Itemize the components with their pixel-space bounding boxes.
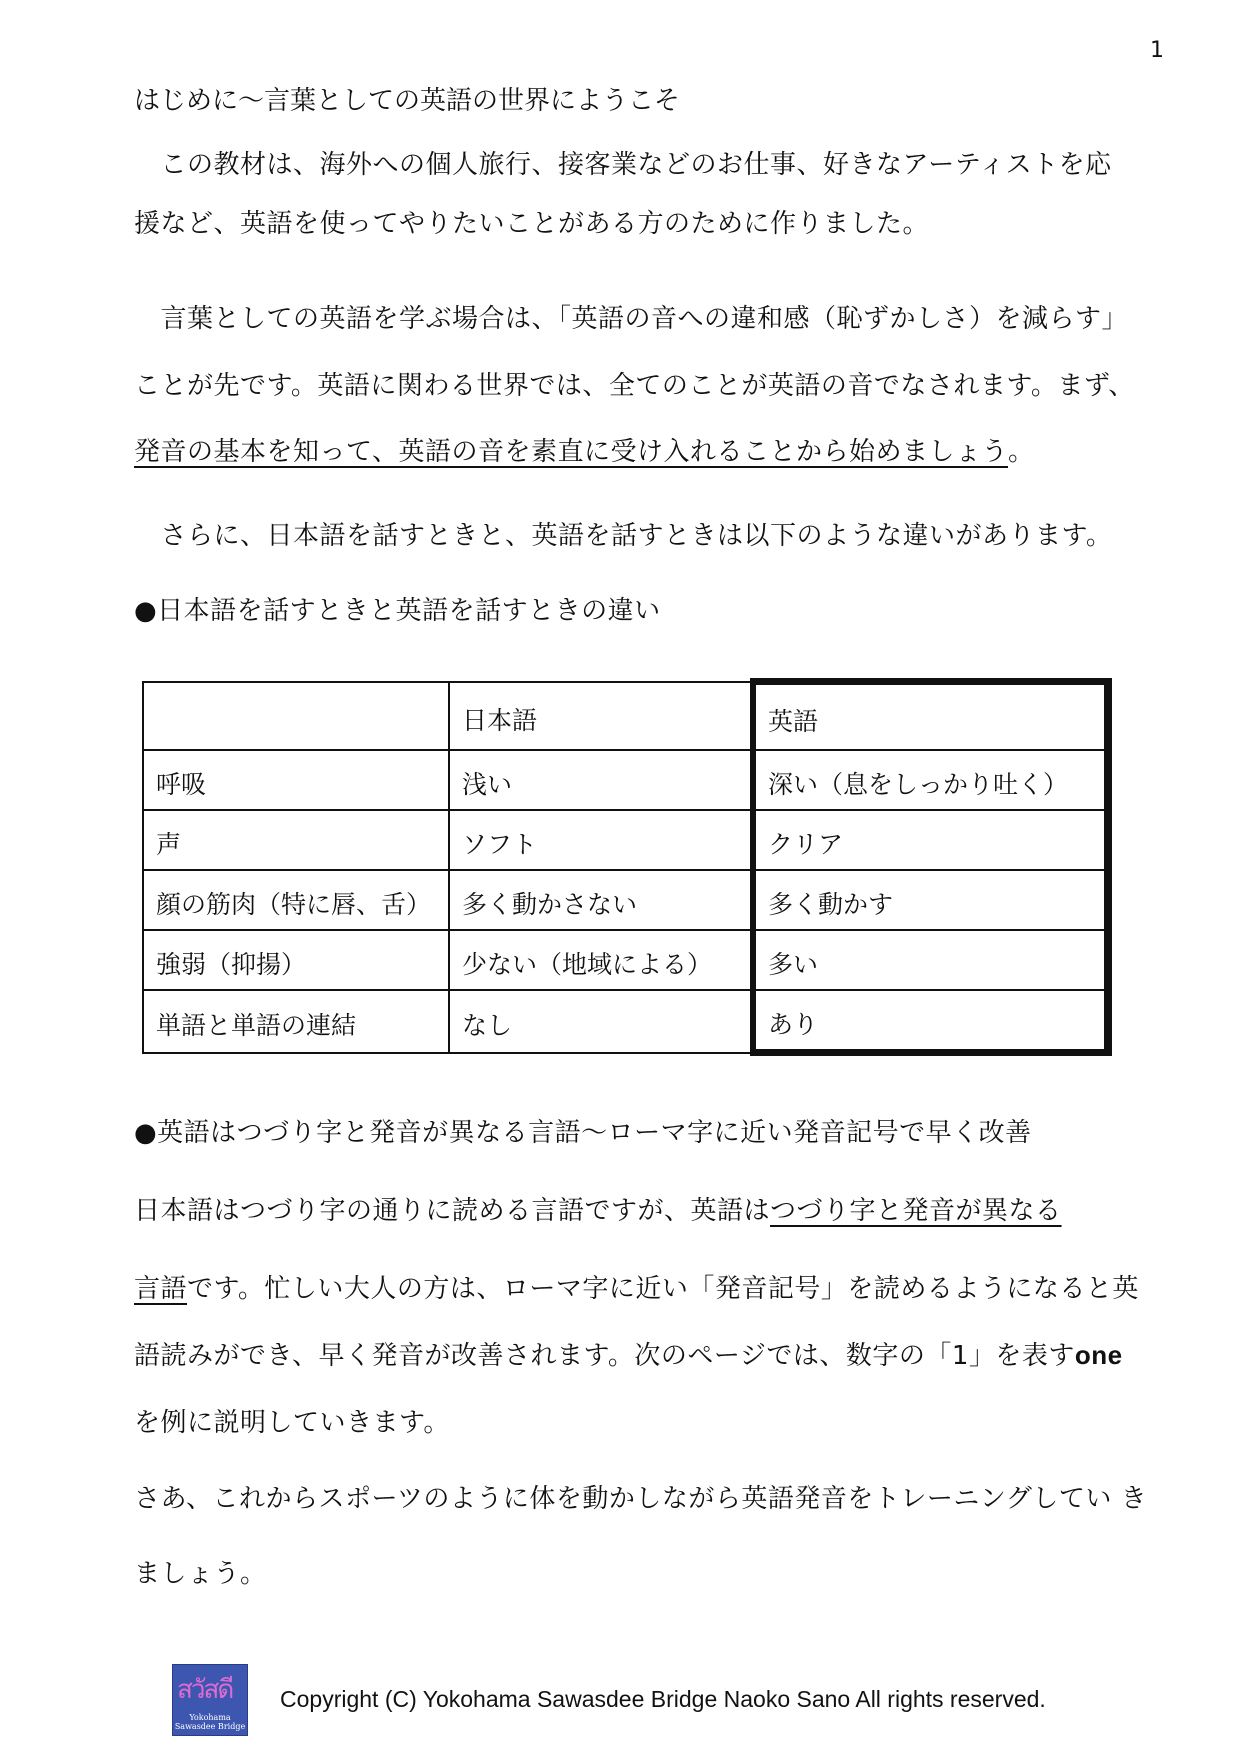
body-underlined-text-1: つづり字と発音が異なる xyxy=(770,1196,1062,1226)
table-cell: 強弱（抑揚） xyxy=(143,930,449,990)
table-cell: あり xyxy=(753,990,1108,1053)
table-cell: 少ない（地域による） xyxy=(449,930,753,990)
table-row xyxy=(143,810,1108,870)
copyright-footer: Copyright (C) Yokohama Sawasdee Bridge Naoko Sano All rights reserved. xyxy=(280,1686,1046,1712)
table-cell: ソフト xyxy=(449,810,753,870)
intro-line-4: ことが先です。英語に関わる世界では、全てのことが英語の音でなされます。まず、 xyxy=(134,371,1135,401)
comparison-table xyxy=(142,678,1112,1056)
body-line-3-text: 語読みができ、早く発音が改善されます。次のページでは、数字の「1」を表す xyxy=(134,1341,1075,1371)
table-cell: 多く動かす xyxy=(753,870,1108,930)
intro-line-6: さらに、日本語を話すときと、英語を話すときは以下のような違いがあります。 xyxy=(134,521,1113,551)
table-cell: 多い xyxy=(753,930,1108,990)
body-line-1 xyxy=(134,1190,1062,1227)
section-2-heading: ●英語はつづり字と発音が異なる言語～ローマ字に近い発音記号で早く改善 xyxy=(134,1118,1032,1148)
page-title: はじめに～言葉としての英語の世界にようこそ xyxy=(134,86,681,116)
table-cell: 浅い xyxy=(449,750,753,810)
table-row xyxy=(143,930,1108,990)
table-row xyxy=(143,750,1108,810)
company-logo xyxy=(172,1664,248,1736)
table-cell: 呼吸 xyxy=(143,750,449,810)
table-header-row xyxy=(143,682,1108,751)
body-bold-word: one xyxy=(1074,1340,1123,1370)
body-line-1-text: 日本語はつづり字の通りに読める言語ですが、英語は xyxy=(134,1196,771,1226)
table-cell: クリア xyxy=(753,810,1108,870)
logo-caption: Yokohama Sawasdee Bridge xyxy=(174,1713,246,1731)
table-cell: 単語と単語の連結 xyxy=(143,990,449,1053)
intro-line-1: この教材は、海外への個人旅行、接客業などのお仕事、好きなアーティストを応 xyxy=(134,150,1112,180)
table-header-cell: 英語 xyxy=(753,682,1108,751)
intro-underlined-text: 発音の基本を知って、英語の音を素直に受け入れることから始めましょう xyxy=(134,437,1008,467)
table-cell: 深い（息をしっかり吐く） xyxy=(753,750,1108,810)
body-line-6: ましょう。 xyxy=(134,1559,267,1589)
table-row xyxy=(143,870,1108,930)
table-cell: 声 xyxy=(143,810,449,870)
table-cell: 多く動かさない xyxy=(449,870,753,930)
table-cell: なし xyxy=(449,990,753,1053)
logo-text: สวัสดี xyxy=(177,1675,233,1705)
body-line-2 xyxy=(134,1268,1139,1305)
table-cell: 顔の筋肉（特に唇、舌） xyxy=(143,870,449,930)
intro-line-2: 援など、英語を使ってやりたいことがある方のために作りました。 xyxy=(134,209,930,239)
table-header-cell xyxy=(143,682,449,751)
body-line-4: を例に説明していきます。 xyxy=(134,1408,450,1438)
body-line-5: さあ、これからスポーツのように体を動かしながら英語発音をトレーニングしてい き xyxy=(134,1484,1148,1514)
body-line-2-text: です。忙しい大人の方は、ローマ字に近い「発音記号」を読めるようになると英 xyxy=(187,1274,1139,1304)
body-line-3 xyxy=(134,1335,1123,1372)
table-header-cell: 日本語 xyxy=(449,682,753,751)
page-number: 1 xyxy=(1150,38,1164,63)
intro-line-5 xyxy=(134,431,1035,468)
intro-line-5-end: 。 xyxy=(1007,437,1035,467)
body-underlined-text-2: 言語 xyxy=(134,1274,188,1304)
intro-line-3: 言葉としての英語を学ぶ場合は、「英語の音への違和感（恥ずかしさ）を減らす」 xyxy=(134,304,1129,334)
table-row xyxy=(143,990,1108,1053)
section-1-heading: ●日本語を話すときと英語を話すときの違い xyxy=(134,596,661,626)
